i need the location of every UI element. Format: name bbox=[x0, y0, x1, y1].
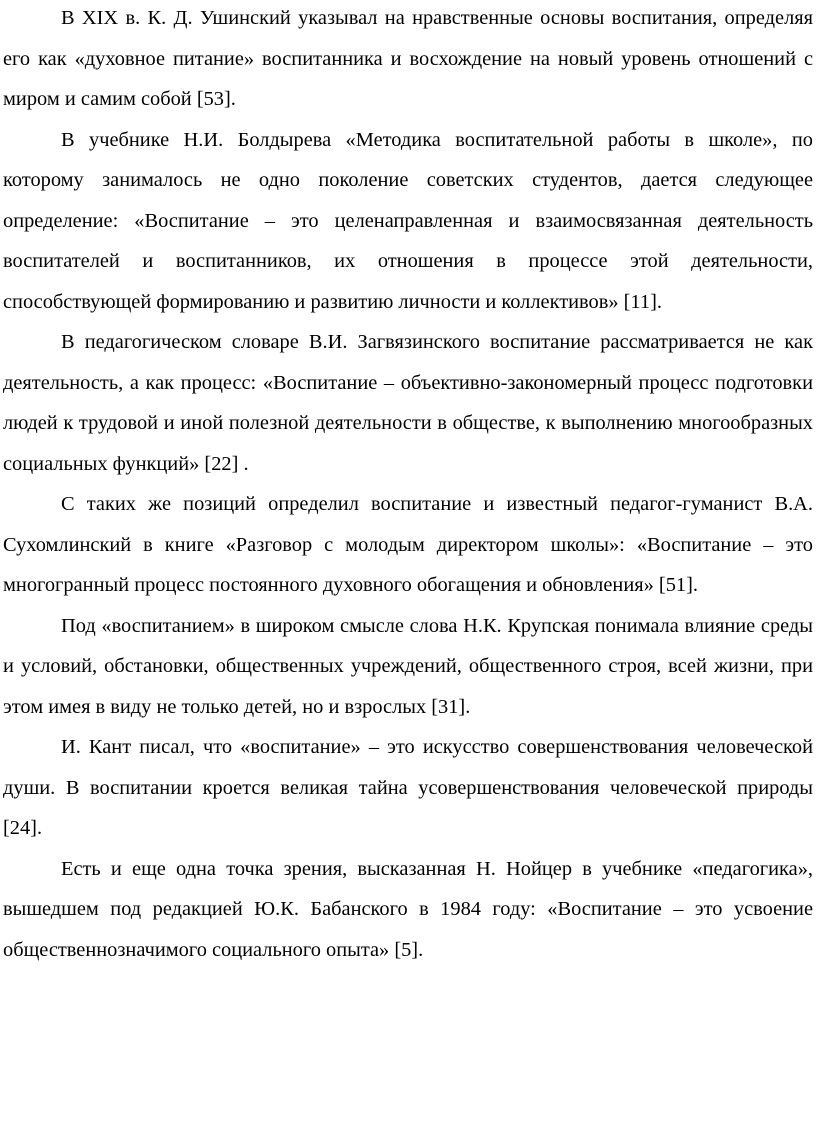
paragraph-boldyrev: В учебнике Н.И. Болдырева «Методика воспитательной работы в школе», по которому занималось не одно поколение советских студентов, дается следующее определение: «Воспитание – это целенаправленная и взаимосвязанная деятельность воспитателей и воспитанников, их отношения в процессе этой деятельности, способствующей формированию и развитию личности и коллективов» [11]. bbox=[3, 128, 813, 313]
paragraph-sukhomlinsky: С таких же позиций определил воспитание и известный педагог-гуманист В.А. Сухомлинский в книге «Разговор с молодым директором школы»: «Воспитание – это многогранный процесс постоянного духовного обогащения и обновления» [51]. bbox=[3, 493, 813, 596]
paragraph-neutzer: Есть и еще одна точка зрения, высказанная Н. Нойцер в учебнике «педагогика», вышедшем под редакцией Ю.К. Бабанского в 1984 году: «Воспитание – это усвоение общественнозначимого социального опыта» [5]. bbox=[3, 857, 813, 961]
paragraph-krupskaya: Под «воспитанием» в широком смысле слова Н.К. Крупская понимала влияние среды и условий, обстановки, общественных учреждений, общественного строя, всей жизни, при этом имея в виду не только детей, но и взрослых [31]. bbox=[3, 614, 813, 718]
paragraph-ushinsky: В XIX в. К. Д. Ушинский указывал на нравственные основы воспитания, определяя его как «духовное питание» воспитанника и восхождение на новый уровень отношений с миром и самим собой [53]. bbox=[3, 7, 813, 110]
paragraph-zagvyazinsky: В педагогическом словаре В.И. Загвязинского воспитание рассматривается не как деятельность, а как процесс: «Воспитание – объективно-закономерный процесс подготовки людей к трудовой и иной полезной деятельности в обществе, к выполнению многообразных социальных функций» [22] . bbox=[3, 331, 813, 475]
paragraph-kant: И. Кант писал, что «воспитание» – это искусство совершенствования человеческой души. В воспитании кроется великая тайна усовершенствования человеческой природы [24]. bbox=[3, 736, 813, 839]
